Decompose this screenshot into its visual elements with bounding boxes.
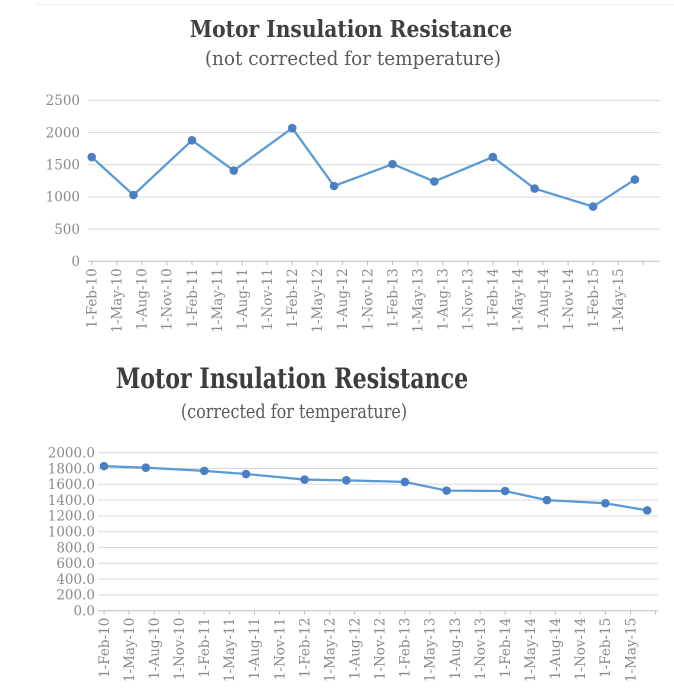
x-tick-label: 1-Nov-11 xyxy=(259,268,276,331)
x-tick-label: 1-Aug-14 xyxy=(535,268,552,331)
x-tick-label: 1-May-14 xyxy=(510,268,527,333)
data-point xyxy=(530,184,539,193)
data-point xyxy=(129,191,138,200)
data-point xyxy=(330,182,339,191)
x-tick-label: 1-Feb-10 xyxy=(96,617,113,678)
x-tick-label: 1-May-11 xyxy=(222,617,239,683)
data-point xyxy=(100,462,109,471)
y-tick-label: 200.0 xyxy=(56,587,95,604)
x-tick-label: 1-May-10 xyxy=(109,268,126,333)
x-tick-label: 1-Feb-15 xyxy=(598,617,615,678)
x-tick-label: 1-Feb-15 xyxy=(585,268,602,329)
x-tick-label: 1-Feb-14 xyxy=(485,268,502,329)
y-tick-label: 2500 xyxy=(45,93,80,110)
y-tick-label: 1200.0 xyxy=(47,508,95,525)
x-tick-label: 1-May-14 xyxy=(522,617,539,683)
data-point xyxy=(589,202,598,211)
data-point xyxy=(601,499,610,508)
x-tick-label: 1-Nov-13 xyxy=(472,617,489,681)
data-point xyxy=(300,475,309,484)
x-tick-label: 1-Nov-12 xyxy=(360,268,377,331)
chart2-subtitle: (corrected for temperature) xyxy=(180,399,408,423)
x-tick-label: 1-Aug-13 xyxy=(447,617,464,680)
y-tick-label: 1600.0 xyxy=(47,477,95,494)
data-point xyxy=(242,470,251,479)
x-tick-label: 1-Feb-11 xyxy=(197,617,214,678)
y-tick-label: 2000 xyxy=(45,125,80,142)
x-tick-label: 1-Feb-13 xyxy=(385,268,402,329)
data-point xyxy=(501,487,510,496)
y-tick-label: 1800.0 xyxy=(47,461,95,478)
y-tick-label: 1000 xyxy=(45,189,80,206)
y-tick-label: 1000.0 xyxy=(47,524,95,541)
x-tick-label: 1-Feb-13 xyxy=(397,617,414,678)
x-tick-label: 1-May-15 xyxy=(623,617,640,683)
x-tick-label: 1-May-13 xyxy=(422,617,439,683)
x-tick-label: 1-May-11 xyxy=(209,268,226,333)
data-point xyxy=(543,496,552,505)
x-tick-label: 1-Feb-12 xyxy=(285,268,302,329)
x-tick-label: 1-Aug-10 xyxy=(134,268,151,331)
chart-1-plot xyxy=(46,93,660,332)
x-tick-label: 1-Nov-11 xyxy=(272,617,289,681)
y-tick-label: 0 xyxy=(71,254,80,271)
data-point xyxy=(188,136,197,145)
y-tick-label: 800.0 xyxy=(56,540,95,557)
data-point xyxy=(200,467,209,476)
y-tick-label: 1400.0 xyxy=(47,492,95,509)
y-tick-label: 600.0 xyxy=(56,556,95,573)
x-tick-label: 1-Aug-11 xyxy=(234,268,251,331)
chart1-title: Motor Insulation Resistance xyxy=(189,16,513,43)
x-tick-label: 1-May-12 xyxy=(310,268,327,333)
x-tick-label: 1-Aug-13 xyxy=(435,268,452,331)
x-tick-label: 1-Aug-12 xyxy=(347,617,364,680)
data-line xyxy=(92,128,635,207)
x-tick-label: 1-May-10 xyxy=(121,617,138,683)
data-point xyxy=(401,478,410,487)
y-tick-label: 2000.0 xyxy=(47,445,95,462)
y-tick-label: 0.0 xyxy=(73,603,95,620)
x-tick-label: 1-Feb-12 xyxy=(297,617,314,678)
y-tick-label: 400.0 xyxy=(56,571,95,588)
x-tick-label: 1-Nov-10 xyxy=(172,617,189,681)
x-tick-label: 1-Feb-14 xyxy=(497,617,514,678)
x-tick-label: 1-Aug-10 xyxy=(146,617,163,680)
x-tick-label: 1-May-12 xyxy=(322,617,339,683)
data-point xyxy=(643,506,652,515)
x-tick-label: 1-Feb-11 xyxy=(184,268,201,329)
x-tick-label: 1-Aug-12 xyxy=(335,268,352,331)
data-point xyxy=(87,153,96,162)
chart1-subtitle: (not corrected for temperature) xyxy=(204,46,502,70)
data-point xyxy=(229,166,238,175)
x-tick-label: 1-May-13 xyxy=(410,268,427,333)
x-tick-label: 1-Nov-14 xyxy=(560,268,577,331)
data-point xyxy=(631,175,640,184)
chart2-title: Motor Insulation Resistance xyxy=(115,362,469,395)
data-point xyxy=(388,160,397,169)
x-tick-label: 1-Aug-14 xyxy=(548,617,565,680)
x-tick-label: 1-Nov-14 xyxy=(573,617,590,681)
data-point xyxy=(430,177,439,186)
x-tick-label: 1-Nov-12 xyxy=(372,617,389,681)
chart-2-plot xyxy=(48,446,658,683)
data-point xyxy=(141,463,150,472)
x-tick-label: 1-Nov-10 xyxy=(159,268,176,331)
x-tick-label: 1-May-15 xyxy=(610,268,627,333)
data-point xyxy=(442,486,451,495)
x-tick-label: 1-Nov-13 xyxy=(460,268,477,331)
data-line xyxy=(104,466,647,510)
y-tick-label: 500 xyxy=(54,221,80,238)
x-tick-label: 1-Aug-11 xyxy=(247,617,264,680)
x-tick-label: 1-Feb-10 xyxy=(84,268,101,329)
data-point xyxy=(489,153,498,162)
data-point xyxy=(342,476,351,485)
data-point xyxy=(288,124,297,133)
y-tick-label: 1500 xyxy=(45,157,80,174)
